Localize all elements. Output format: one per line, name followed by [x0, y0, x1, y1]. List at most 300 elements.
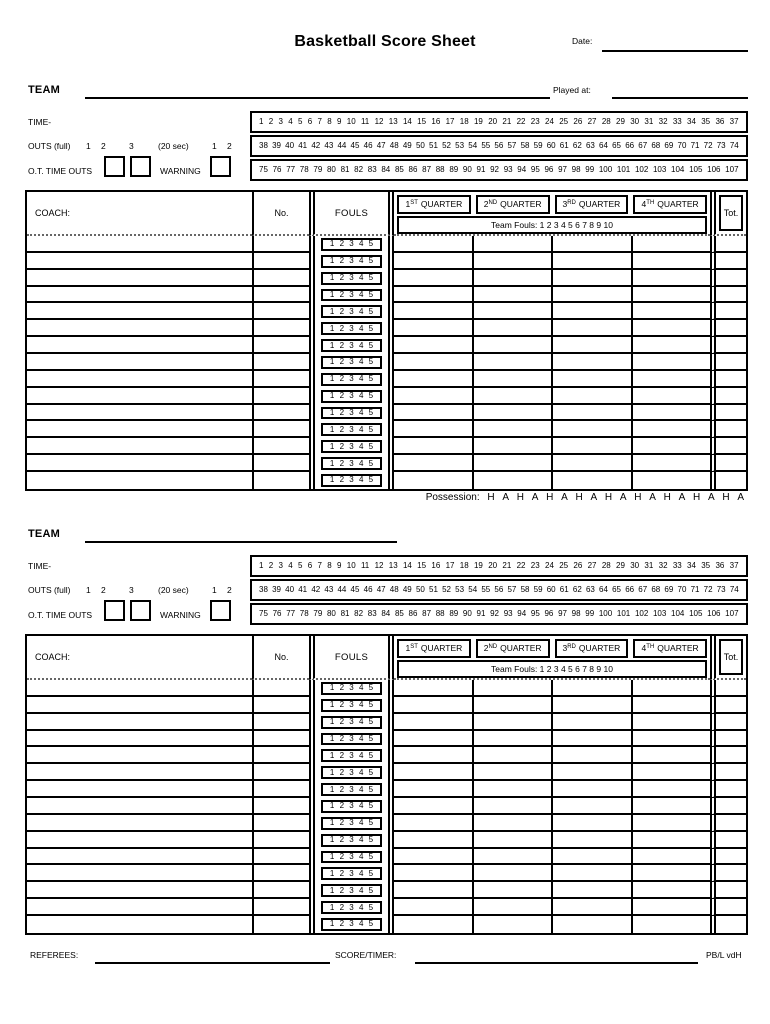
outs-full-mark-3[interactable]: 3: [129, 141, 134, 151]
outs-full-mark-2[interactable]: 2: [101, 585, 106, 595]
running-score-number[interactable]: 64: [599, 141, 608, 150]
running-score-number[interactable]: 99: [585, 609, 595, 618]
running-score-number[interactable]: 36: [715, 117, 725, 126]
running-score-number[interactable]: 20: [488, 117, 498, 126]
personal-fouls-scale[interactable]: 1 2 3 4 5: [321, 749, 382, 762]
running-score-number[interactable]: 72: [703, 141, 713, 150]
possession-letter[interactable]: A: [707, 492, 715, 503]
running-score-number[interactable]: 13: [388, 117, 398, 126]
quarter-3-cell[interactable]: [551, 680, 631, 695]
running-score-number[interactable]: 37: [729, 561, 739, 570]
running-score-number[interactable]: 42: [311, 585, 321, 594]
quarter-3-cell[interactable]: [551, 253, 631, 268]
team-name-field[interactable]: [85, 541, 397, 543]
running-score-number[interactable]: 62: [572, 141, 582, 150]
total-cell[interactable]: [710, 798, 746, 815]
quarter-1-cell[interactable]: [394, 320, 472, 335]
running-score-number[interactable]: 107: [725, 609, 739, 618]
running-score-number[interactable]: 8: [327, 117, 332, 126]
running-score-number[interactable]: 88: [435, 165, 445, 174]
running-score-number[interactable]: 102: [634, 609, 649, 618]
full-timeout-checkbox-1[interactable]: [104, 600, 125, 621]
coach-header-cell[interactable]: COACH:: [27, 192, 252, 236]
quarter-1-cell[interactable]: [394, 697, 472, 712]
running-score-number[interactable]: 35: [701, 117, 711, 126]
quarter-2-cell[interactable]: [472, 697, 552, 712]
total-cell[interactable]: [710, 764, 746, 781]
player-number-cell[interactable]: [252, 764, 309, 781]
player-number-cell[interactable]: [252, 354, 309, 371]
personal-fouls-scale[interactable]: 1 2 3 4 5: [321, 373, 382, 386]
running-score-number[interactable]: 87: [422, 609, 432, 618]
player-name-cell[interactable]: [27, 253, 252, 270]
running-score-number[interactable]: 105: [689, 609, 703, 618]
quarter-1-cell[interactable]: [394, 849, 472, 864]
total-cell[interactable]: [710, 865, 746, 882]
running-score-number[interactable]: 77: [286, 609, 296, 618]
running-score-number[interactable]: 49: [402, 585, 412, 594]
running-score-number[interactable]: 89: [449, 609, 459, 618]
quarter-4-cell[interactable]: [631, 303, 711, 318]
running-score-number[interactable]: 90: [462, 165, 472, 174]
running-score-number[interactable]: 31: [644, 117, 654, 126]
total-cell[interactable]: [710, 815, 746, 832]
quarter-4-cell[interactable]: [631, 865, 711, 880]
running-score-number[interactable]: 10: [346, 561, 356, 570]
personal-fouls-scale[interactable]: 1 2 3 4 5: [321, 766, 382, 779]
running-score-number[interactable]: 21: [502, 117, 512, 126]
possession-letter[interactable]: H: [487, 492, 495, 503]
total-cell[interactable]: [710, 747, 746, 764]
running-score-number[interactable]: 82: [354, 165, 364, 174]
player-name-cell[interactable]: [27, 388, 252, 405]
quarter-4-cell[interactable]: [631, 815, 711, 830]
running-score-number[interactable]: 2: [268, 117, 274, 126]
running-score-number[interactable]: 76: [272, 165, 282, 174]
running-score-number[interactable]: 12: [374, 561, 384, 570]
running-score-number[interactable]: 38: [259, 585, 268, 594]
quarter-1-cell[interactable]: [394, 287, 472, 302]
quarter-3-cell[interactable]: [551, 354, 631, 369]
running-score-number[interactable]: 18: [459, 561, 469, 570]
player-number-cell[interactable]: [252, 455, 309, 472]
running-score-number[interactable]: 58: [520, 141, 530, 150]
quarter-3-cell[interactable]: [551, 764, 631, 779]
personal-fouls-scale[interactable]: 1 2 3 4 5: [321, 834, 382, 847]
quarter-3-cell[interactable]: [551, 371, 631, 386]
running-score-number[interactable]: 4: [288, 561, 293, 570]
possession-letter[interactable]: H: [575, 492, 583, 503]
quarter-1-cell[interactable]: [394, 764, 472, 779]
total-cell[interactable]: [710, 388, 746, 405]
running-score-number[interactable]: 63: [585, 141, 595, 150]
total-cell[interactable]: [710, 405, 746, 422]
possession-letter[interactable]: A: [561, 492, 568, 503]
running-score-number[interactable]: 7: [317, 117, 322, 126]
player-number-cell[interactable]: [252, 747, 309, 764]
running-score-number[interactable]: 96: [544, 165, 554, 174]
personal-fouls-scale[interactable]: 1 2 3 4 5: [321, 918, 382, 931]
running-score-number[interactable]: 92: [490, 609, 499, 618]
quarter-4-cell[interactable]: [631, 680, 711, 695]
quarter-1-cell[interactable]: [394, 798, 472, 813]
personal-fouls-scale[interactable]: 1 2 3 4 5: [321, 733, 382, 746]
possession-letter[interactable]: A: [737, 492, 744, 503]
quarter-2-cell[interactable]: [472, 714, 552, 729]
quarter-3-cell[interactable]: [551, 303, 631, 318]
quarter-4-cell[interactable]: [631, 371, 711, 386]
quarter-3-cell[interactable]: [551, 731, 631, 746]
total-cell[interactable]: [710, 899, 746, 916]
running-score-number[interactable]: 68: [651, 141, 661, 150]
running-score-number[interactable]: 102: [634, 165, 649, 174]
quarter-4-cell[interactable]: [631, 236, 711, 251]
running-score-number[interactable]: 24: [545, 117, 554, 126]
quarter-3-cell[interactable]: [551, 849, 631, 864]
quarter-1-cell[interactable]: [394, 421, 472, 436]
quarter-1-cell[interactable]: [394, 899, 472, 914]
quarter-4-cell[interactable]: [631, 320, 711, 335]
running-score-number[interactable]: 32: [658, 561, 668, 570]
running-score-number[interactable]: 16: [431, 117, 441, 126]
quarter-3-cell[interactable]: [551, 832, 631, 847]
quarter-2-cell[interactable]: [472, 731, 552, 746]
running-score-number[interactable]: 83: [367, 609, 377, 618]
running-score-number[interactable]: 43: [324, 141, 334, 150]
quarter-4-cell[interactable]: [631, 405, 711, 420]
running-score-number[interactable]: 17: [445, 117, 455, 126]
quarter-3-cell[interactable]: [551, 270, 631, 285]
quarter-2-cell[interactable]: [472, 253, 552, 268]
total-cell[interactable]: [710, 287, 746, 304]
quarter-1-cell[interactable]: [394, 253, 472, 268]
personal-fouls-scale[interactable]: 1 2 3 4 5: [321, 817, 382, 830]
possession-letter[interactable]: A: [590, 492, 598, 503]
quarter-4-cell[interactable]: [631, 832, 711, 847]
full-timeout-checkbox-2[interactable]: [130, 156, 151, 177]
running-score-number[interactable]: 5: [298, 561, 303, 570]
total-cell[interactable]: [710, 832, 746, 849]
coach-header-cell[interactable]: COACH:: [27, 636, 252, 680]
quarter-2-cell[interactable]: [472, 371, 552, 386]
running-score-number[interactable]: 67: [638, 585, 648, 594]
quarter-2-cell[interactable]: [472, 747, 552, 762]
running-score-number[interactable]: 81: [340, 165, 350, 174]
quarter-4-cell[interactable]: [631, 388, 711, 403]
running-score-number[interactable]: 97: [558, 609, 567, 618]
player-name-cell[interactable]: [27, 337, 252, 354]
total-cell[interactable]: [710, 472, 746, 489]
player-name-cell[interactable]: [27, 849, 252, 866]
running-score-number[interactable]: 53: [455, 141, 465, 150]
running-score-number[interactable]: 99: [585, 165, 595, 174]
full-timeout-checkbox-2[interactable]: [130, 600, 151, 621]
running-score-number[interactable]: 75: [259, 609, 268, 618]
player-name-cell[interactable]: [27, 287, 252, 304]
quarter-2-cell[interactable]: [472, 865, 552, 880]
player-number-cell[interactable]: [252, 882, 309, 899]
personal-fouls-scale[interactable]: 1 2 3 4 5: [321, 800, 382, 813]
player-number-cell[interactable]: [252, 798, 309, 815]
running-score-number[interactable]: 33: [672, 117, 682, 126]
quarter-1-cell[interactable]: [394, 438, 472, 453]
possession-letter[interactable]: A: [531, 492, 539, 503]
personal-fouls-scale[interactable]: 1 2 3 4 5: [321, 440, 382, 453]
personal-fouls-scale[interactable]: 1 2 3 4 5: [321, 457, 382, 470]
quarter-2-cell[interactable]: [472, 882, 552, 897]
outs-full-mark-1[interactable]: 1: [86, 141, 91, 151]
running-score-number[interactable]: 1: [259, 561, 264, 570]
running-score-number[interactable]: 64: [599, 585, 608, 594]
running-score-number[interactable]: 104: [671, 609, 685, 618]
quarter-3-cell[interactable]: [551, 388, 631, 403]
quarter-3-cell[interactable]: [551, 798, 631, 813]
quarter-1-cell[interactable]: [394, 337, 472, 352]
personal-fouls-scale[interactable]: 1 2 3 4 5: [321, 255, 382, 268]
player-number-cell[interactable]: [252, 899, 309, 916]
running-score-number[interactable]: 27: [587, 117, 597, 126]
running-score-number[interactable]: 34: [687, 561, 696, 570]
running-score-number[interactable]: 19: [473, 117, 483, 126]
running-score-number[interactable]: 104: [671, 165, 685, 174]
player-name-cell[interactable]: [27, 320, 252, 337]
quarter-2-cell[interactable]: [472, 287, 552, 302]
running-score-number[interactable]: 26: [573, 117, 583, 126]
running-score-number[interactable]: 43: [324, 585, 334, 594]
quarter-2-cell[interactable]: [472, 303, 552, 318]
player-number-cell[interactable]: [252, 680, 309, 697]
quarter-1-cell[interactable]: [394, 388, 472, 403]
possession-letter[interactable]: H: [692, 492, 701, 503]
quarter-3-cell[interactable]: [551, 781, 631, 796]
player-name-cell[interactable]: [27, 455, 252, 472]
quarter-2-cell[interactable]: [472, 798, 552, 813]
player-number-cell[interactable]: [252, 405, 309, 422]
player-name-cell[interactable]: [27, 680, 252, 697]
player-name-cell[interactable]: [27, 438, 252, 455]
running-score-number[interactable]: 6: [307, 117, 313, 126]
running-score-number[interactable]: 6: [307, 561, 313, 570]
player-number-cell[interactable]: [252, 438, 309, 455]
running-score-number[interactable]: 11: [360, 561, 370, 570]
running-score-number[interactable]: 65: [612, 141, 622, 150]
total-cell[interactable]: [710, 303, 746, 320]
quarter-3-cell[interactable]: [551, 455, 631, 470]
running-score-number[interactable]: 35: [701, 561, 711, 570]
quarter-4-cell[interactable]: [631, 455, 711, 470]
player-number-cell[interactable]: [252, 697, 309, 714]
running-score-number[interactable]: 98: [571, 165, 581, 174]
personal-fouls-scale[interactable]: 1 2 3 4 5: [321, 339, 382, 352]
running-score-number[interactable]: 91: [476, 609, 486, 618]
running-score-number[interactable]: 22: [516, 117, 526, 126]
player-number-cell[interactable]: [252, 320, 309, 337]
running-score-number[interactable]: 57: [507, 141, 517, 150]
running-score-number[interactable]: 37: [729, 117, 739, 126]
running-score-number[interactable]: 23: [530, 561, 540, 570]
running-score-number[interactable]: 66: [625, 141, 635, 150]
running-score-number[interactable]: 78: [299, 609, 309, 618]
running-score-number[interactable]: 4: [288, 117, 293, 126]
running-score-number[interactable]: 107: [725, 165, 739, 174]
quarter-4-cell[interactable]: [631, 270, 711, 285]
player-name-cell[interactable]: [27, 236, 252, 253]
quarter-3-cell[interactable]: [551, 236, 631, 251]
warning-checkbox[interactable]: [210, 156, 231, 177]
running-score-number[interactable]: 31: [644, 561, 654, 570]
running-score-number[interactable]: 75: [259, 165, 268, 174]
running-score-number[interactable]: 94: [517, 609, 527, 618]
quarter-2-cell[interactable]: [472, 455, 552, 470]
running-score-number[interactable]: 52: [442, 141, 451, 150]
total-cell[interactable]: [710, 270, 746, 287]
personal-fouls-scale[interactable]: 1 2 3 4 5: [321, 716, 382, 729]
running-score-number[interactable]: 30: [630, 561, 640, 570]
quarter-3-cell[interactable]: [551, 865, 631, 880]
quarter-2-cell[interactable]: [472, 337, 552, 352]
running-score-number[interactable]: 5: [298, 117, 303, 126]
quarter-3-cell[interactable]: [551, 320, 631, 335]
player-name-cell[interactable]: [27, 747, 252, 764]
running-score-number[interactable]: 54: [468, 585, 478, 594]
quarter-2-cell[interactable]: [472, 916, 552, 933]
quarter-4-cell[interactable]: [631, 764, 711, 779]
running-score-number[interactable]: 103: [652, 165, 667, 174]
quarter-1-cell[interactable]: [394, 236, 472, 251]
running-score-number[interactable]: 8: [327, 561, 332, 570]
quarter-1-cell[interactable]: [394, 865, 472, 880]
total-cell[interactable]: [710, 438, 746, 455]
quarter-1-cell[interactable]: [394, 354, 472, 369]
quarter-4-cell[interactable]: [631, 731, 711, 746]
running-score-number[interactable]: 7: [317, 561, 322, 570]
total-cell[interactable]: [710, 697, 746, 714]
running-score-number[interactable]: 69: [664, 585, 674, 594]
running-score-number[interactable]: 54: [468, 141, 478, 150]
warning-checkbox[interactable]: [210, 600, 231, 621]
running-score-number[interactable]: 49: [402, 141, 412, 150]
team-fouls-scale[interactable]: Team Fouls: 1 2 3 4 5 6 7 8 9 10: [397, 216, 707, 234]
player-name-cell[interactable]: [27, 371, 252, 388]
running-score-number[interactable]: 85: [394, 165, 404, 174]
running-score-number[interactable]: 62: [572, 585, 582, 594]
running-score-number[interactable]: 106: [707, 609, 721, 618]
running-score-number[interactable]: 11: [360, 117, 370, 126]
quarter-1-cell[interactable]: [394, 405, 472, 420]
quarter-4-cell[interactable]: [631, 747, 711, 762]
quarter-2-cell[interactable]: [472, 320, 552, 335]
player-name-cell[interactable]: [27, 764, 252, 781]
quarter-4-cell[interactable]: [631, 337, 711, 352]
player-name-cell[interactable]: [27, 832, 252, 849]
quarter-4-cell[interactable]: [631, 781, 711, 796]
team-fouls-scale[interactable]: Team Fouls: 1 2 3 4 5 6 7 8 9 10: [397, 660, 707, 678]
running-score-number[interactable]: 40: [285, 585, 295, 594]
running-score-number[interactable]: 94: [517, 165, 527, 174]
personal-fouls-scale[interactable]: 1 2 3 4 5: [321, 867, 382, 880]
running-score-number[interactable]: 59: [533, 585, 543, 594]
twenty-sec-mark-1[interactable]: 1: [212, 141, 217, 151]
quarter-2-cell[interactable]: [472, 832, 552, 847]
quarter-2-cell[interactable]: [472, 764, 552, 779]
running-score-number[interactable]: 16: [431, 561, 441, 570]
player-name-cell[interactable]: [27, 714, 252, 731]
running-score-number[interactable]: 100: [598, 609, 613, 618]
quarter-1-cell[interactable]: [394, 882, 472, 897]
personal-fouls-scale[interactable]: 1 2 3 4 5: [321, 682, 382, 695]
running-score-number[interactable]: 106: [707, 165, 721, 174]
player-name-cell[interactable]: [27, 405, 252, 422]
quarter-4-cell[interactable]: [631, 849, 711, 864]
running-score-number[interactable]: 38: [259, 141, 268, 150]
running-score-number[interactable]: 22: [516, 561, 526, 570]
running-score-number[interactable]: 70: [677, 141, 687, 150]
personal-fouls-scale[interactable]: 1 2 3 4 5: [321, 884, 382, 897]
running-score-number[interactable]: 103: [652, 609, 667, 618]
running-score-number[interactable]: 47: [376, 585, 386, 594]
date-field[interactable]: [602, 50, 748, 52]
running-score-number[interactable]: 59: [533, 141, 543, 150]
possession-letter[interactable]: H: [516, 492, 524, 503]
running-score-number[interactable]: 79: [313, 165, 323, 174]
quarter-3-cell[interactable]: [551, 882, 631, 897]
player-name-cell[interactable]: [27, 781, 252, 798]
running-score-number[interactable]: 86: [408, 165, 418, 174]
running-score-number[interactable]: 24: [545, 561, 554, 570]
player-number-cell[interactable]: [252, 421, 309, 438]
running-score-number[interactable]: 65: [612, 585, 622, 594]
running-score-number[interactable]: 80: [326, 609, 336, 618]
running-score-number[interactable]: 95: [530, 165, 540, 174]
quarter-3-cell[interactable]: [551, 405, 631, 420]
quarter-2-cell[interactable]: [472, 849, 552, 864]
possession-letter[interactable]: H: [722, 492, 730, 503]
quarter-2-cell[interactable]: [472, 388, 552, 403]
personal-fouls-scale[interactable]: 1 2 3 4 5: [321, 322, 382, 335]
running-score-number[interactable]: 56: [494, 141, 504, 150]
quarter-4-cell[interactable]: [631, 798, 711, 813]
team-name-field[interactable]: [85, 97, 550, 99]
quarter-4-cell[interactable]: [631, 916, 711, 933]
running-score-number[interactable]: 89: [449, 165, 459, 174]
running-score-number[interactable]: 91: [476, 165, 486, 174]
player-number-cell[interactable]: [252, 832, 309, 849]
quarter-1-cell[interactable]: [394, 455, 472, 470]
quarter-1-cell[interactable]: [394, 303, 472, 318]
quarter-4-cell[interactable]: [631, 421, 711, 436]
total-cell[interactable]: [710, 714, 746, 731]
personal-fouls-scale[interactable]: 1 2 3 4 5: [321, 474, 382, 487]
running-score-number[interactable]: 53: [455, 585, 465, 594]
running-score-number[interactable]: 28: [601, 561, 611, 570]
running-score-number[interactable]: 71: [690, 141, 700, 150]
total-cell[interactable]: [710, 680, 746, 697]
outs-full-mark-3[interactable]: 3: [129, 585, 134, 595]
running-score-number[interactable]: 55: [481, 585, 491, 594]
player-name-cell[interactable]: [27, 421, 252, 438]
quarter-2-cell[interactable]: [472, 421, 552, 436]
running-score-number[interactable]: 51: [429, 585, 438, 594]
running-score-number[interactable]: 25: [559, 117, 569, 126]
quarter-3-cell[interactable]: [551, 714, 631, 729]
running-score-number[interactable]: 61: [559, 585, 569, 594]
running-score-number[interactable]: 9: [337, 117, 342, 126]
running-score-number[interactable]: 84: [381, 609, 391, 618]
quarter-1-cell[interactable]: [394, 781, 472, 796]
running-score-number[interactable]: 55: [481, 141, 491, 150]
running-score-number[interactable]: 36: [715, 561, 725, 570]
running-score-number[interactable]: 20: [488, 561, 498, 570]
